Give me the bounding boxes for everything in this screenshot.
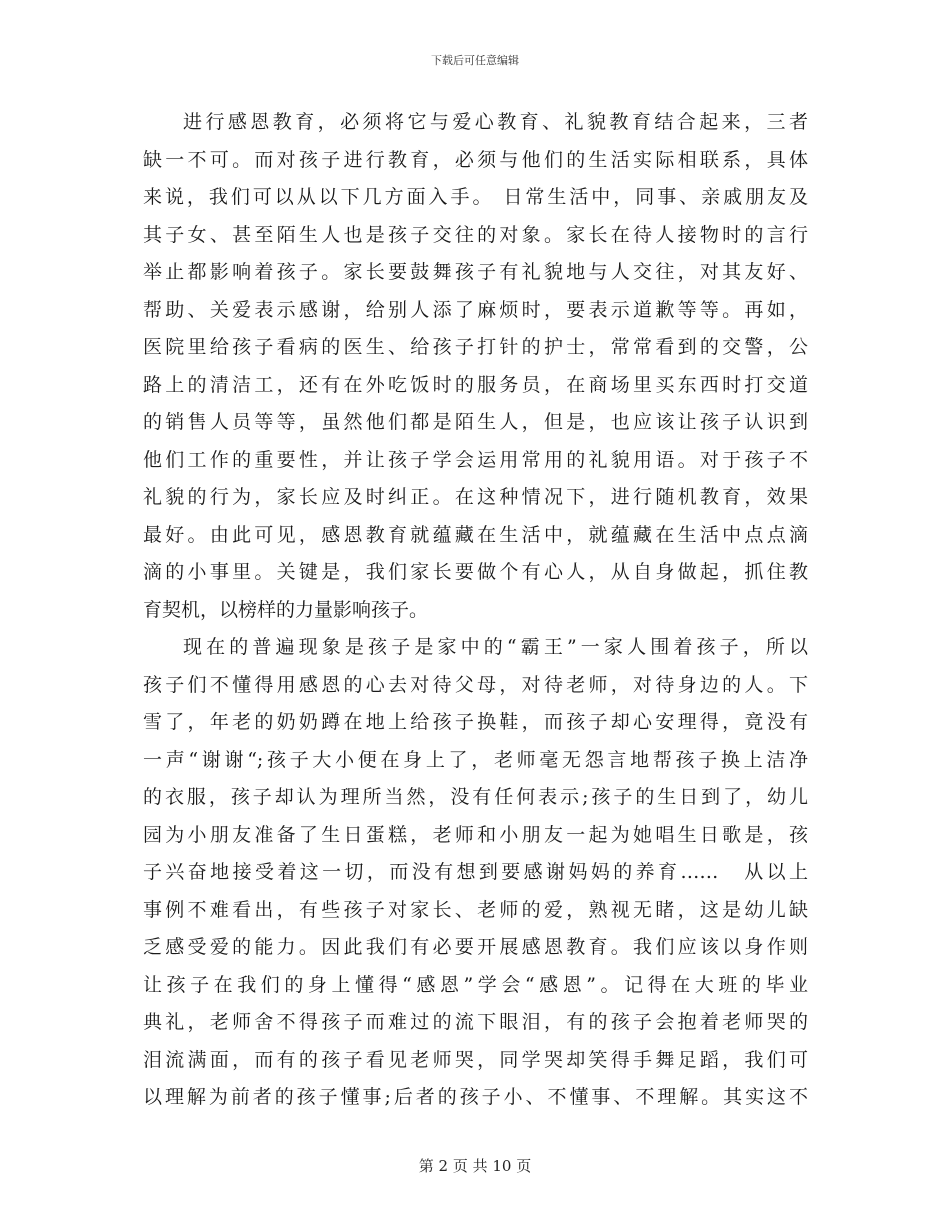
text-line: 园为小朋友准备了生日蛋糕，老师和小朋友一起为她唱生日歌是，孩 [143, 823, 808, 846]
text-line: 让孩子在我们的身上懂得“感恩”学会“感恩”。记得在大班的毕业 [143, 973, 808, 996]
document-body [143, 104, 808, 1117]
text-line: 现在的普遍现象是孩子是家中的“霸王”一家人围着孩子，所以 [183, 636, 808, 658]
text-line: 事例不难看出，有些孩子对家长、老师的爱，熟视无睹，这是幼儿缺 [143, 898, 808, 921]
text-line: 礼貌的行为，家长应及时纠正。在这种情况下，进行随机教育，效果 [143, 486, 808, 508]
text-line: 孩子们不懂得用感恩的心去对待父母，对待老师，对待身边的人。下 [143, 673, 808, 696]
text-line: 的销售人员等等，虽然他们都是陌生人，但是，也应该让孩子认识到 [143, 411, 808, 433]
text-line: 滴的小事里。关键是，我们家长要做个有心人，从自身做起，抓住教 [143, 561, 808, 583]
text-line: 路上的清洁工，还有在外吃饭时的服务员，在商场里买东西时打交道 [143, 373, 808, 396]
page-header: 下载后可任意编辑 [431, 54, 519, 67]
text-line: 育契机，以榜样的力量影响孩子。 [143, 598, 429, 621]
text-line: 雪了，年老的奶奶蹲在地上给孩子换鞋，而孩子却心安理得，竟没有 [143, 711, 808, 733]
text-line: 以理解为前者的孩子懂事;后者的孩子小、不懂事、不理解。其实这不 [143, 1086, 808, 1108]
text-line: 医院里给孩子看病的医生、给孩子打针的护士，常常看到的交警，公 [143, 336, 808, 358]
text-line: 其子女、甚至陌生人也是孩子交往的对象。家长在待人接物时的言行 [143, 223, 808, 246]
text-line: 典礼，老师舍不得孩子而难过的流下眼泪，有的孩子会抱着老师哭的 [143, 1011, 808, 1033]
text-line: 泪流满面，而有的孩子看见老师哭，同学哭却笑得手舞足蹈，我们可 [143, 1048, 808, 1071]
text-line: 最好。由此可见，感恩教育就蕴藏在生活中，就蕴藏在生活中点点滴 [143, 523, 808, 546]
text-line: 帮助、关爱表示感谢，给别人添了麻烦时，要表示道歉等等。再如， [143, 298, 808, 321]
text-line: 来说，我们可以从以下几方面入手。 日常生活中，同事、亲戚朋友及 [143, 186, 808, 208]
text-line: 他们工作的重要性，并让孩子学会运用常用的礼貌用语。对于孩子不 [143, 448, 808, 471]
text-line: 乏感受爱的能力。因此我们有必要开展感恩教育。我们应该以身作则 [143, 936, 808, 958]
text-line: 子兴奋地接受着这一切，而没有想到要感谢妈妈的养育…… 从以上 [143, 861, 808, 883]
text-line: 一声“谢谢“;孩子大小便在身上了，老师毫无怨言地帮孩子换上洁净 [143, 748, 808, 771]
text-line: 的衣服，孩子却认为理所当然，没有任何表示;孩子的生日到了，幼儿 [143, 786, 808, 808]
page-number-footer: 第 2 页 共 10 页 [418, 1157, 532, 1175]
text-line: 进行感恩教育，必须将它与爱心教育、礼貌教育结合起来，三者 [183, 111, 808, 133]
text-line: 缺一不可。而对孩子进行教育，必须与他们的生活实际相联系，具体 [143, 148, 808, 171]
text-line: 举止都影响着孩子。家长要鼓舞孩子有礼貌地与人交往，对其友好、 [143, 261, 808, 283]
